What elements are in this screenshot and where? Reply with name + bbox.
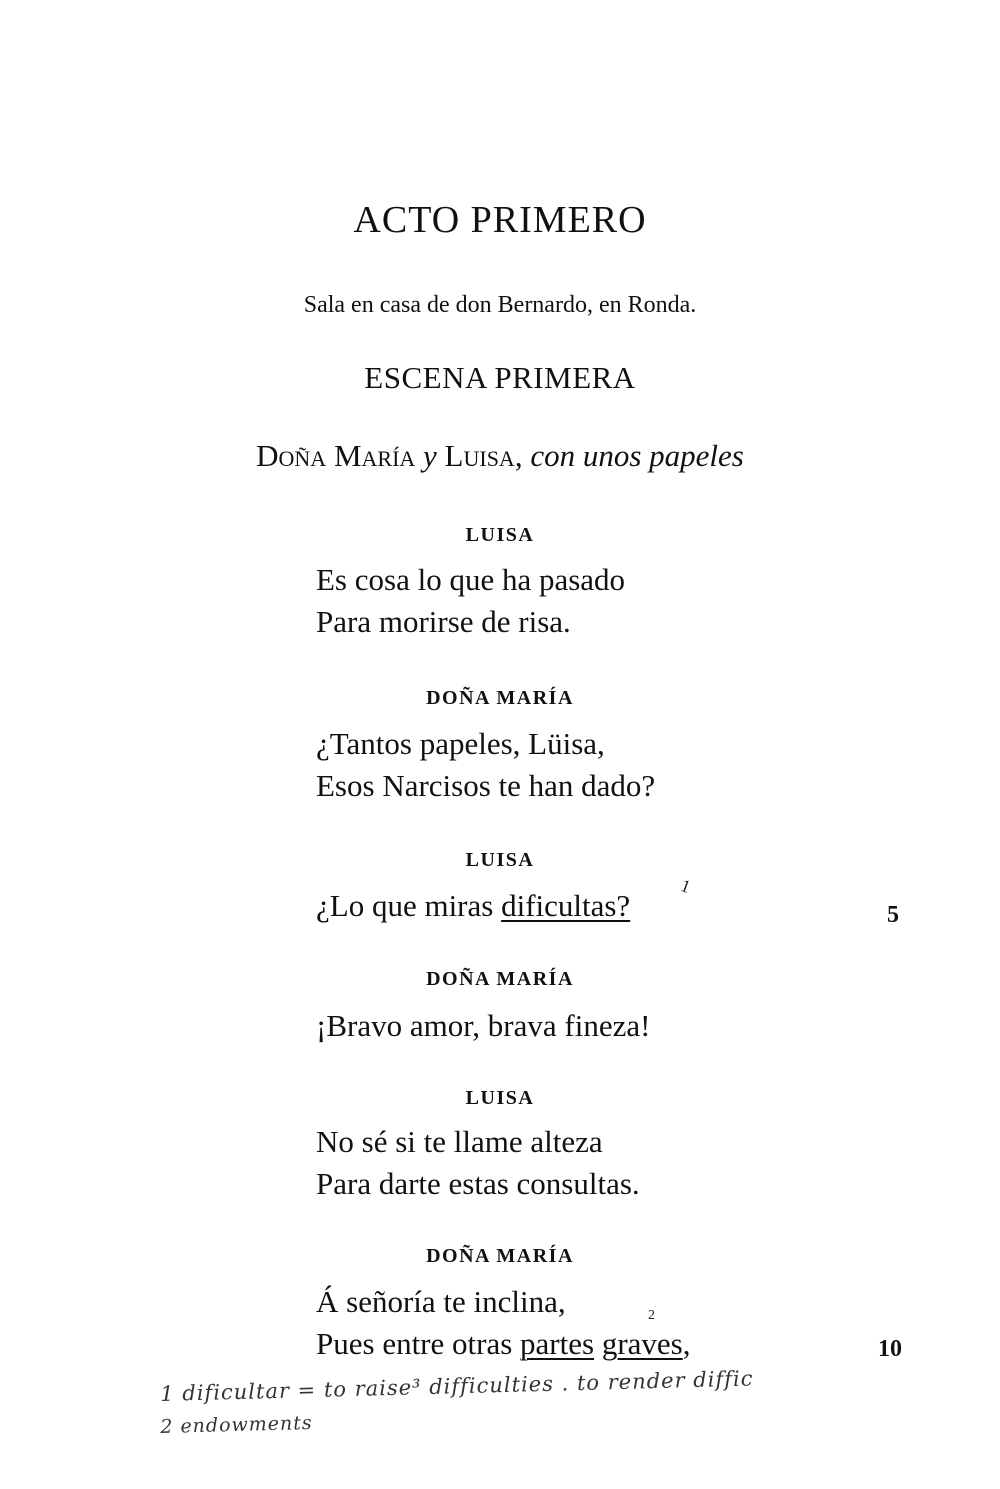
handwritten-note: 1 dificultar = to raise³ difficulties . to render diffic [160,1366,754,1406]
verse-text: ¿Lo que miras [316,888,502,923]
verse-line [316,888,630,924]
speaker-dona-maria: DOÑA MARÍA [426,1245,574,1267]
cast-line [0,438,1000,474]
verse-line: No sé si te llame alteza [316,1124,603,1159]
verse-line: Para darte estas consultas. [316,1166,640,1201]
stage-setting: Sala en casa de don Bernardo, en Ronda. [303,292,697,318]
scene-title: ESCENA PRIMERA [364,360,636,395]
verse-line: Á señoría te inclina, [316,1284,566,1319]
speaker-luisa: LUISA [465,849,535,871]
speaker-dona-maria: DOÑA MARÍA [426,968,574,990]
cast-maria: Doña María [256,438,416,473]
line-number: 5 [887,902,899,928]
cast-conjunction: y [423,438,437,473]
underlined-word: dificultas? [501,888,631,923]
cast-note: con unos papeles [530,438,744,473]
handwritten-note: 2 endowments [160,1412,313,1438]
handwritten-note-mark: 1 [678,875,694,897]
verse-text: , [682,1326,691,1361]
cast-luisa: Luisa, [444,438,523,473]
speaker-dona-maria: DOÑA MARÍA [426,687,574,709]
verse-line: Es cosa lo que ha pasado [316,562,626,597]
line-number: 10 [878,1336,902,1362]
act-title: ACTO PRIMERO [353,199,647,241]
verse-line: ¡Bravo amor, brava fineza! [316,1008,651,1043]
underlined-word: graves [601,1326,683,1361]
speaker-luisa: LUISA [465,1087,535,1109]
speaker-luisa: LUISA [465,524,535,546]
handwritten-note-mark: 2 [648,1308,655,1323]
verse-line [316,1326,690,1362]
verse-line: ¿Tantos papeles, Lüisa, [316,726,605,761]
verse-line: Para morirse de risa. [316,604,571,639]
verse-line: Esos Narcisos te han dado? [316,768,656,803]
underlined-word: partes [520,1326,595,1361]
verse-text: Pues entre otras [316,1326,521,1361]
verse-text [594,1326,602,1361]
